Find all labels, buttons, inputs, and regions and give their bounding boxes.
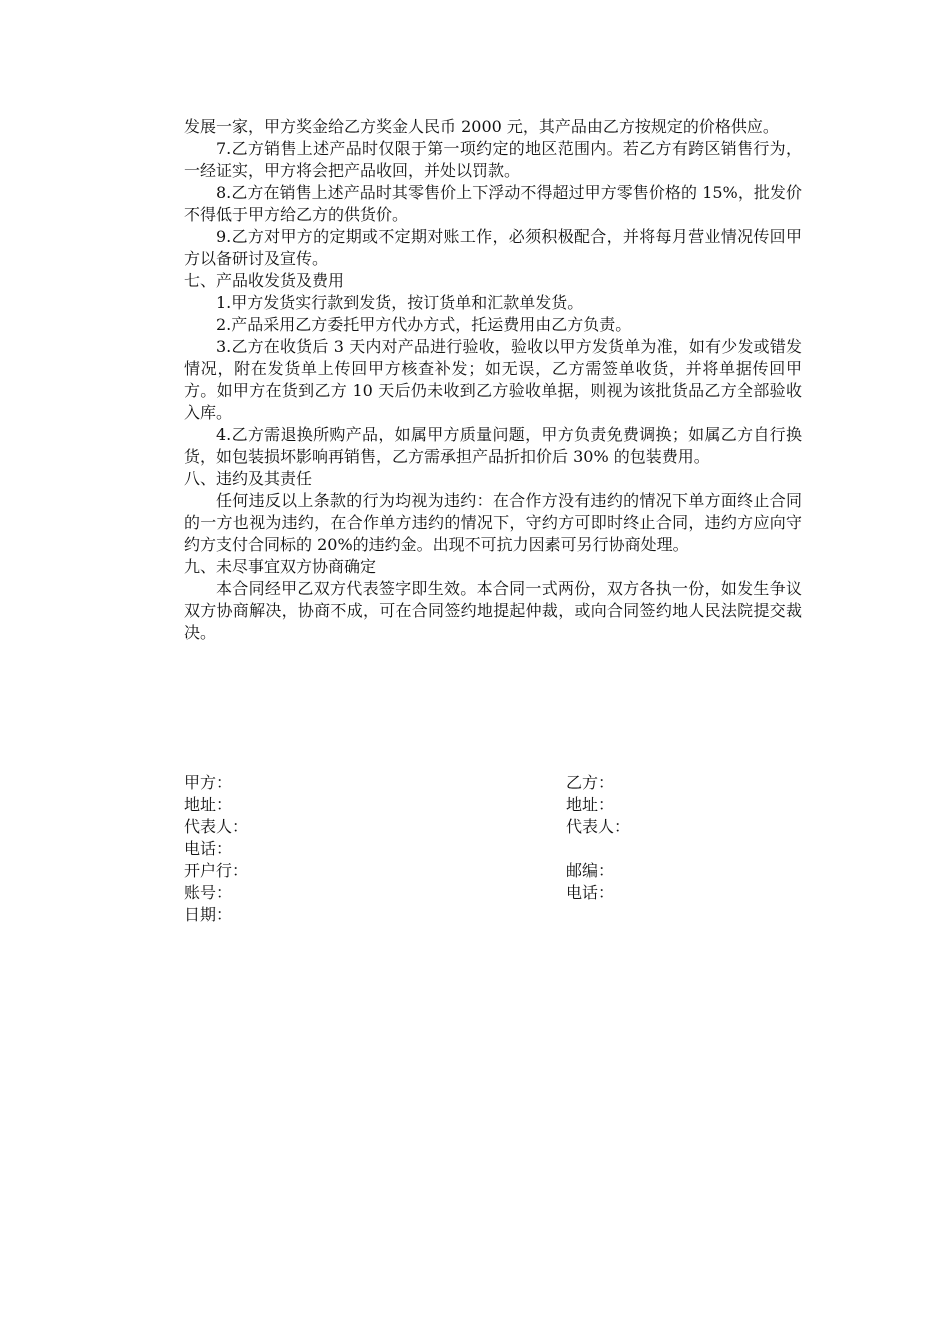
party-b-label: 乙方：	[566, 773, 615, 792]
clause-7-4: 4.乙方需退换所购产品，如属甲方质量问题，甲方负责免费调换；如属乙方自行换货，如包装损坏影响再销售，乙方需承担产品折扣价后 30% 的包装费用。	[184, 425, 802, 466]
clause-9: 本合同经甲乙双方代表签字即生效。本合同一式两份，双方各执一份，如发生争议双方协商解决，协商不成，可在合同签约地提起仲裁，或向合同签约地人民法院提交裁决。	[184, 579, 802, 642]
party-a-account-label: 账号：	[184, 883, 233, 902]
signature-row-account	[184, 882, 802, 904]
party-a-bank-label: 开户行：	[184, 861, 249, 880]
clause-8: 任何违反以上条款的行为均视为违约：在合作方没有违约的情况下单方面终止合同的一方也视为违约，在合作单方违约的情况下，守约方可即时终止合同，违约方应向守约方支付合同标的 20%的违约金。出现不可抗力因素可另行协商处理。	[184, 491, 802, 554]
signature-row-bank	[184, 860, 802, 882]
signature-row-phone-a	[184, 838, 802, 860]
party-a-date-label: 日期：	[184, 905, 233, 924]
party-a-label: 甲方：	[184, 773, 233, 792]
party-a-rep-label: 代表人：	[184, 817, 249, 836]
party-a-address-label: 地址：	[184, 795, 233, 814]
section-heading-8: 八、违约及其责任	[184, 469, 313, 488]
clause-6-9: 9.乙方对甲方的定期或不定期对账工作，必须积极配合，并将每月营业情况传回甲方以备研讨及宣传。	[184, 227, 802, 268]
signature-row-address	[184, 794, 802, 816]
clause-6-7: 7.乙方销售上述产品时仅限于第一项约定的地区范围内。若乙方有跨区销售行为，一经证实，甲方将会把产品收回，并处以罚款。	[184, 139, 802, 180]
party-b-postcode-label: 邮编：	[566, 861, 615, 880]
clause-6-8: 8.乙方在销售上述产品时其零售价上下浮动不得超过甲方零售价格的 15%，批发价不得低于甲方给乙方的供货价。	[184, 183, 802, 224]
paragraph-intro: 发展一家，甲方奖金给乙方奖金人民币 2000 元，其产品由乙方按规定的价格供应。	[184, 117, 779, 136]
section-heading-9: 九、未尽事宜双方协商确定	[184, 557, 377, 576]
party-b-phone-label: 电话：	[566, 883, 615, 902]
section-heading-7: 七、产品收发货及费用	[184, 271, 345, 290]
clause-7-2: 2.产品采用乙方委托甲方代办方式，托运费用由乙方负责。	[216, 315, 632, 334]
signature-row-rep	[184, 816, 802, 838]
party-a-phone-label: 电话：	[184, 839, 233, 858]
clause-7-1: 1.甲方发货实行款到发货，按订货单和汇款单发货。	[216, 293, 584, 312]
signature-block	[184, 772, 802, 926]
party-b-rep-label: 代表人：	[566, 817, 631, 836]
clause-7-3: 3.乙方在收货后 3 天内对产品进行验收，验收以甲方发货单为准，如有少发或错发情况，附在发货单上传回甲方核查补发；如无误，乙方需签单收货，并将单据传回甲方。如甲方在货到乙方 10 天后仍未收到乙方验收单据，则视为该批货品乙方全部验收入库。	[184, 337, 802, 422]
contract-body	[184, 116, 802, 644]
party-b-address-label: 地址：	[566, 795, 615, 814]
signature-row-party	[184, 772, 802, 794]
signature-row-date	[184, 904, 802, 926]
